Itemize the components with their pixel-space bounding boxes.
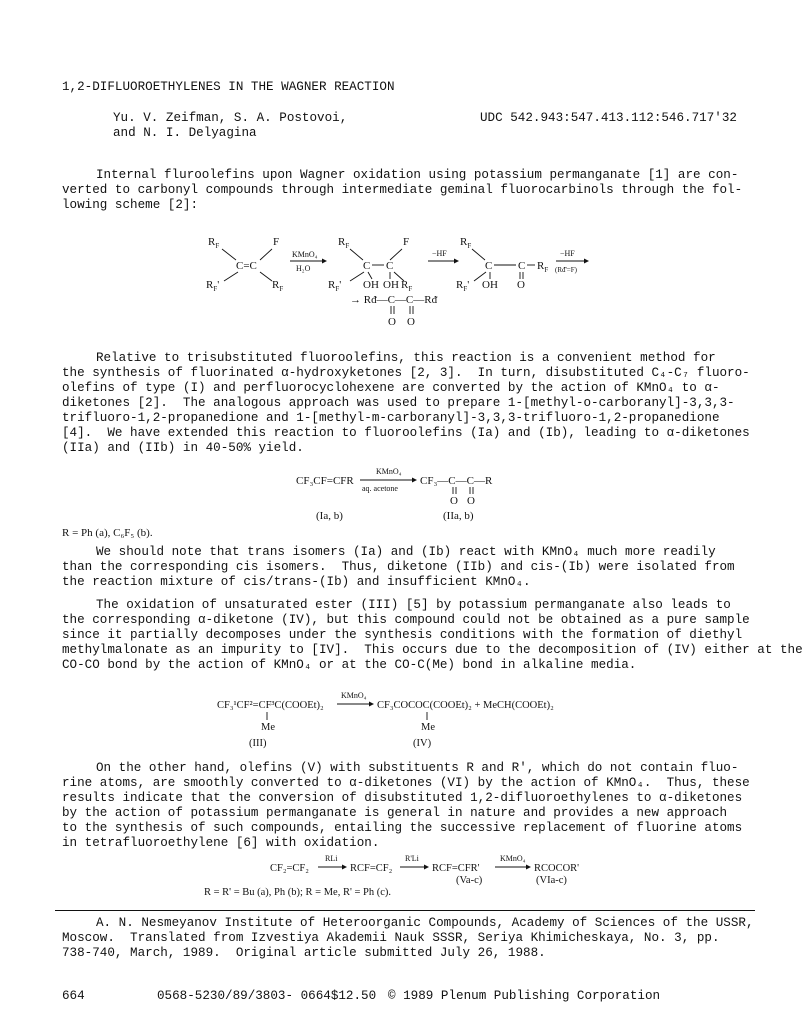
paragraph-3-line: than the corresponding cis isomers. Thus, diketone (IIb) and cis-(Ib) were isolated from	[62, 560, 735, 574]
scheme-2-fluoroolefin-oxidation	[290, 462, 530, 522]
scheme1-oxygen: O	[407, 316, 415, 328]
scheme1-rf: $R_F$	[208, 236, 220, 250]
scheme3-products: CF₃COCOC(COOEt)₂ + MeCH(COOEt)₂	[377, 700, 554, 711]
scheme1-carbon: C	[485, 260, 493, 272]
scheme1-reagent-minus-hf: −HF	[560, 249, 575, 258]
scheme1-f: F	[273, 236, 280, 248]
scheme2-reagent: KMnO₄	[376, 467, 402, 476]
footnote-divider	[55, 910, 755, 911]
paragraph-5-line: by the action of potassium permanganate is general in nature and provides a new approach	[62, 806, 728, 820]
paragraph-2-line: trifluoro-1,2-propanedione and 1-[methyl-m-carboranyl]-3,3,3-trifluoro-1,2-propanedione	[62, 411, 720, 425]
paragraph-1-line: verted to carbonyl compounds through intermediate geminal fluorocarbinols through the fol-	[62, 183, 743, 197]
scheme2-oxygen: O	[467, 495, 475, 507]
scheme2-reactant: CF₃CF=CFR	[296, 475, 354, 487]
scheme1-reagent-water: H₂O	[296, 264, 311, 273]
scheme1-hydroxyl: OH	[482, 279, 498, 291]
scheme4-substituent-definition: R = R' = Bu (a), Ph (b); R = Me, R' = Ph (c).	[204, 887, 392, 898]
paragraph-4-line: CO-CO bond by the action of KMnO₄ or at the CO-C(Me) bond in alkaline media.	[62, 658, 637, 672]
paragraph-2-line: olefins of type (I) and perfluorocyclohexene are converted by the action of KMnO₄ to α-	[62, 381, 720, 395]
scheme1-hydroxyl: OH	[363, 279, 379, 291]
paragraph-4-line: the corresponding α-diketone (IV), but this compound could not be obtained as a pure sample	[62, 613, 750, 627]
scheme3-reagent: KMnO₄	[341, 691, 367, 700]
paragraph-5-line: On the other hand, olefins (V) with substituents R and R', which do not contain fluo-	[96, 761, 739, 775]
paragraph-1-line: lowing scheme [2]:	[62, 198, 199, 212]
scheme1-reagent-kmno4: KMnO₄	[292, 250, 318, 259]
scheme4-diketone-vi: RCOCOR'	[534, 863, 580, 874]
scheme2-oxygen: O	[450, 495, 458, 507]
scheme4-reagent-rli: RLi	[325, 854, 338, 863]
scheme4-intermediate: RCF=CF₂	[350, 863, 393, 874]
scheme3-methyl: Me	[421, 722, 435, 733]
scheme2-label-reactant: (Ia, b)	[316, 510, 343, 522]
r-definition: R = Ph (a), C₆F₅ (b).	[62, 527, 153, 539]
footnote-line: 738-740, March, 1989. Original article submitted July 26, 1988.	[62, 946, 546, 960]
scheme1-carbon: C	[363, 260, 371, 272]
paragraph-4-line: The oxidation of unsaturated ester (III) [5] by potassium permanganate also leads to	[96, 598, 731, 612]
paragraph-2-line: [4]. We have extended this reaction to fluoroolefins (Ia) and (Ib), leading to α-diketones	[62, 426, 750, 440]
scheme-1-fluorocarbinol-pathway	[200, 232, 600, 332]
scheme4-label-v: (Va-c)	[456, 875, 483, 886]
paragraph-5-line: rine atoms, are smoothly converted to α-diketones (VI) by the action of KMnO₄. Thus, these	[62, 776, 750, 790]
scheme1-reagent-minus-hf: −HF	[432, 249, 447, 258]
authors-line-2: and N. I. Delyagina	[113, 126, 257, 140]
paragraph-3-line: the reaction mixture of cis/trans-(Ib) and insufficient KMnO₄.	[62, 575, 531, 589]
paragraph-2-line: diketones [2]. The analogous approach was used to prepare 1-[methyl-o-carboranyl]-3,3,3-	[62, 396, 735, 410]
scheme4-label-vi: (VIa-c)	[536, 875, 567, 886]
scheme2-label-product: (IIa, b)	[443, 510, 474, 522]
scheme4-reagent-kmno4: KMnO₄	[500, 854, 526, 863]
scheme2-solvent: aq. acetone	[362, 484, 398, 493]
page-number: 664	[62, 989, 85, 1003]
scheme1-rf: $R_F$	[272, 279, 284, 293]
authors-line-1: Yu. V. Zeifman, S. A. Postovoi,	[113, 111, 348, 125]
scheme1-rf: $R_F'$	[328, 279, 342, 293]
footnote-line: Moscow. Translated from Izvestiya Akademii Nauk SSSR, Seriya Khimicheskaya, No. 3, pp.	[62, 931, 720, 945]
copyright: © 1989 Plenum Publishing Corporation	[388, 989, 661, 1003]
scheme4-reagent-rprime-li: R'Li	[405, 854, 419, 863]
scheme3-label-product: (IV)	[413, 738, 432, 749]
publication-code: 0568-5230/89/3803- 0664$12.50	[157, 989, 377, 1003]
paragraph-4-line: methylmalonate as an impurity to [IV]. This occurs due to the decomposition of (IV) either at the	[62, 643, 803, 657]
scheme1-rf: $R_F'$	[456, 279, 470, 293]
scheme1-carbon: C	[518, 260, 526, 272]
scheme1-diketone: → Rᵭ—C—C—Rᵭ	[350, 294, 438, 306]
scheme1-condition: (Rᵭ'=F)	[555, 266, 577, 274]
scheme1-f: F	[403, 236, 410, 248]
scheme1-hydroxyl: OH	[383, 279, 399, 291]
scheme-3-ester-oxidation	[215, 688, 595, 750]
scheme4-tetrafluoroethylene: CF₂=CF₂	[270, 863, 309, 874]
scheme1-oxygen: O	[388, 316, 396, 328]
scheme4-olefin-v: RCF=CFR'	[432, 863, 480, 874]
scheme1-alkene: C=C	[236, 260, 257, 272]
paragraph-3-line: We should note that trans isomers (Ia) and (Ib) react with KMnO₄ much more readily	[96, 545, 716, 559]
paragraph-1-line: Internal fluroolefins upon Wagner oxidation using potassium permanganate [1] are con-	[96, 168, 739, 182]
scheme2-product: CF₃—C—C—R	[420, 475, 493, 487]
scheme3-methyl: Me	[261, 722, 275, 733]
udc-code: UDC 542.943:547.413.112:546.717'32	[480, 111, 737, 125]
scheme1-rf: $R_F$	[401, 279, 413, 293]
paragraph-4-line: since it partially decomposes under the synthesis conditions with the formation of diethyl	[62, 628, 743, 642]
footnote-line: A. N. Nesmeyanov Institute of Heteroorganic Compounds, Academy of Sciences of the USSR,	[96, 916, 754, 930]
paragraph-5-line: to the synthesis of such compounds, entailing the successive replacement of fluorine atoms	[62, 821, 743, 835]
scheme3-label-reactant: (III)	[249, 738, 267, 749]
scheme1-rf: $R_F$	[537, 260, 549, 274]
scheme-4-stepwise-substitution	[200, 850, 630, 900]
scheme1-rf: $R_F$	[338, 236, 350, 250]
scheme1-rf: $R_F'$	[206, 279, 220, 293]
paragraph-5-line: results indicate that the conversion of disubstituted 1,2-difluoroethylenes to α-diketones	[62, 791, 743, 805]
paragraph-2-line: (IIa) and (IIb) in 40-50% yield.	[62, 441, 304, 455]
paragraph-2-line: the synthesis of fluorinated α-hydroxyketones [2, 3]. In turn, disubstituted C₄-C₇ fluoro-	[62, 366, 750, 380]
scheme3-reactant: CF₃¹CF²=CF³C(COOEt)₂	[217, 700, 324, 711]
scheme1-rf: $R_F$	[460, 236, 472, 250]
paragraph-2-line: Relative to trisubstituted fluoroolefins, this reaction is a convenient method for	[96, 351, 716, 365]
paragraph-5-line: in tetrafluoroethylene [6] with oxidation.	[62, 836, 380, 850]
scheme1-oxygen: O	[517, 279, 525, 291]
article-title: 1,2-DIFLUOROETHYLENES IN THE WAGNER REACTION	[62, 80, 395, 94]
scheme1-carbon: C	[386, 260, 394, 272]
